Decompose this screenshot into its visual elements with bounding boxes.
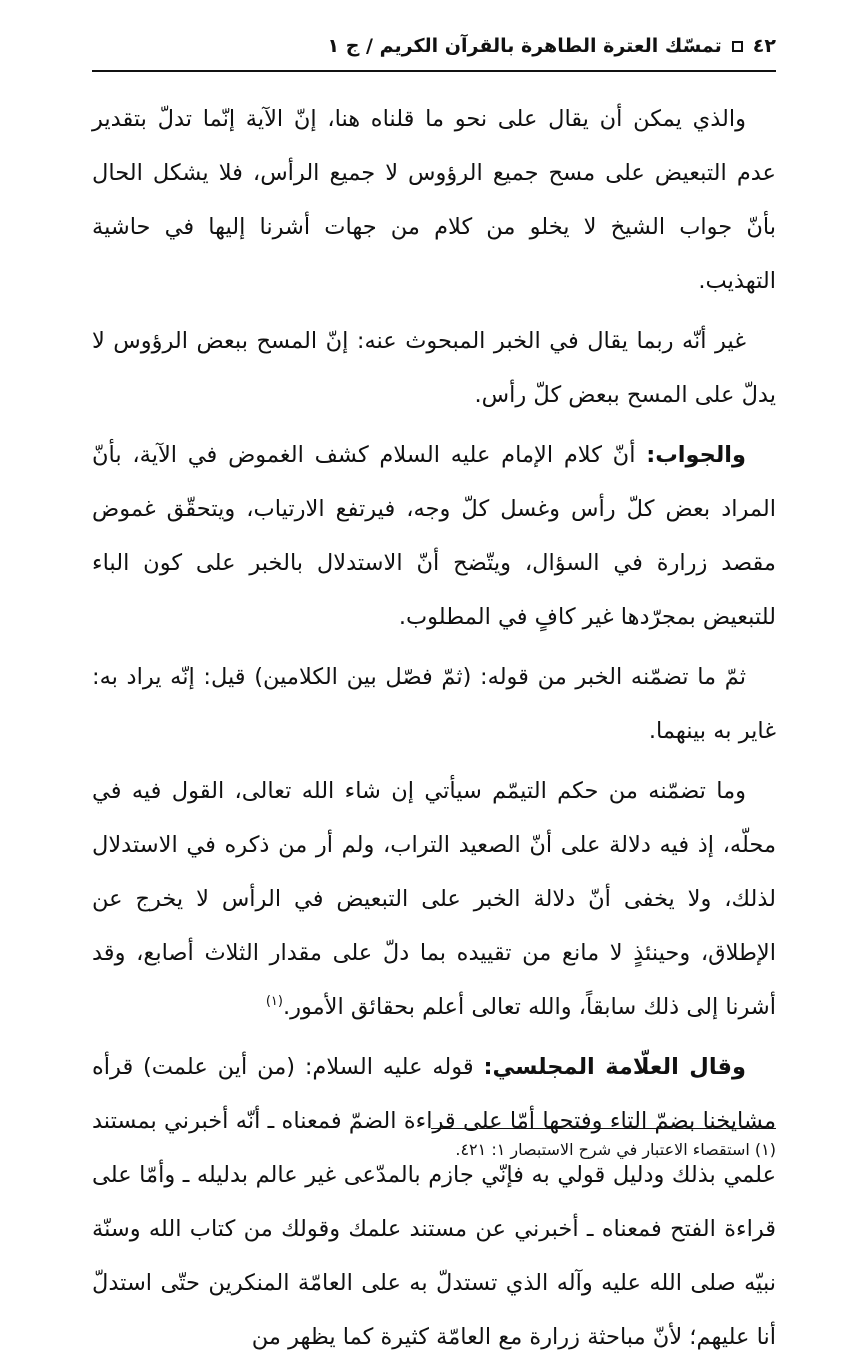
- paragraph-2-text: غير أنّه ربما يقال في الخبر المبحوث عنه: إنّ المسح ببعض الرؤوس لا يدلّ على المسح ببعض كلّ رأس.: [92, 328, 776, 408]
- running-header: [92, 30, 776, 62]
- header-rule: [92, 70, 776, 72]
- main-text: [92, 92, 776, 1364]
- paragraph-2: [92, 314, 776, 422]
- paragraph-5-text: وما تضمّنه من حكم التيمّم سيأتي إن شاء الله تعالى، القول فيه في محلّه، إذ فيه دلالة على أنّ الصعيد التراب، ولم أر من ذكره في الاستدلال لذلك، ولا يخفى أنّ دلالة الخبر على التبعيض في الرأس لا يخرج عن الإطلاق، وحينئذٍ لا مانع من تقييده بما دلّ على مقدار الثلاث أصابع، وقد أشرنا إلى ذلك سابقاً، والله تعالى أعلم بحقائق الأمور.: [92, 778, 776, 1020]
- page-number: ٤٢: [752, 35, 776, 57]
- paragraph-5: [92, 764, 776, 1034]
- square-separator-icon: [732, 41, 743, 52]
- paragraph-6-text: قوله عليه السلام: (من أين علمت) قرأه مشايخنا بضمّ التاء وفتحها أمّا على قراءة الضمّ فمعناه ـ أنّه أخبرني بمستند علمي بذلك ودليل قولي به فإنّي جازم بالمدّعى غير عالم بدليله ـ وأمّا على قراءة الفتح فمعناه ـ أخبرني عن مستند علمك وقولك من كتاب الله وسنّة نبيّه صلى الله عليه وآله الذي تستدلّ به على العامّة المنكرين حتّى استدلّ أنا عليهم؛ لأنّ مباحثة زرارة مع العامّة كثيرة كما يظهر من: [92, 1054, 776, 1350]
- footnote-reference[interactable]: (١): [265, 994, 283, 1009]
- book-title: تمسّك العترة الطاهرة بالقرآن الكريم / ج ١: [327, 35, 722, 57]
- paragraph-3-lead: والجواب:: [646, 442, 746, 468]
- paragraph-3-text: أنّ كلام الإمام عليه السلام كشف الغموض في الآية، بأنّ المراد بعض كلّ رأس وغسل كلّ وجه، فيرتفع الارتياب، ويتحقّق غموض مقصد زرارة في السؤال، ويتّضح أنّ الاستدلال بالخبر على كون الباء للتبعيض بمجرّدها غير كافٍ في المطلوب.: [92, 442, 776, 630]
- paragraph-1: [92, 92, 776, 308]
- paragraph-1-text: والذي يمكن أن يقال على نحو ما قلناه هنا، إنّ الآية إنّما تدلّ بتقدير عدم التبعيض على مسح جميع الرؤوس لا جميع الرأس، فلا يشكل الحال بأنّ جواب الشيخ لا يخلو من كلام من جهات أشرنا إليها في حاشية التهذيب.: [92, 106, 776, 294]
- footnote-text: (١) استقصاء الاعتبار في شرح الاستبصار ١: ٤٢١.: [455, 1140, 776, 1159]
- paragraph-6: [92, 1040, 776, 1364]
- paragraph-4-text: ثمّ ما تضمّنه الخبر من قوله: (ثمّ فصّل بين الكلامين) قيل: إنّه يراد به: غاير به بينهما.: [92, 664, 776, 744]
- footnote: [92, 1137, 776, 1163]
- paragraph-6-lead: وقال العلّامة المجلسي:: [483, 1054, 746, 1080]
- paragraph-4: [92, 650, 776, 758]
- paragraph-3: [92, 428, 776, 644]
- footnote-rule: [431, 1128, 776, 1129]
